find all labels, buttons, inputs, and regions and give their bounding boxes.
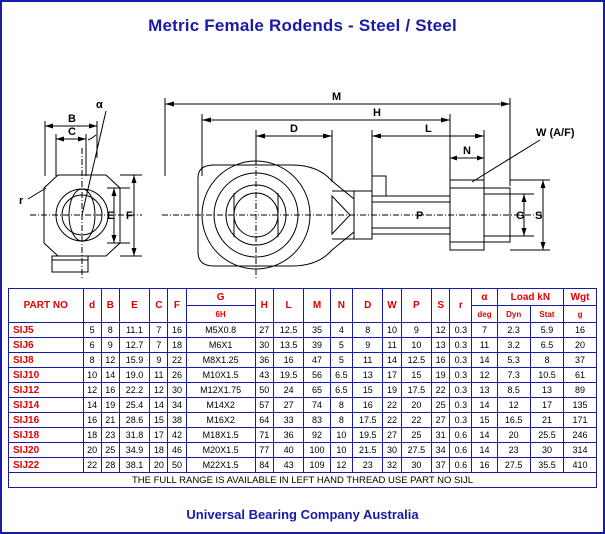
cell-F: 46 [168,443,186,458]
cell-N: 6.5 [330,383,352,398]
cell-part: SIJ14 [9,398,84,413]
cell-d: 8 [83,353,101,368]
cell-B: 12 [101,353,119,368]
cell-r: 0.6 [450,443,472,458]
cell-d: 22 [83,458,101,473]
cell-M: 83 [304,413,330,428]
cell-dyn: 12 [497,398,530,413]
table-body [9,323,597,488]
cell-P: 15 [401,368,432,383]
cell-E: 19.0 [119,368,150,383]
svg-text:r: r [19,195,24,207]
cell-W: 22 [383,398,401,413]
cell-M: 65 [304,383,330,398]
table-row [9,323,597,338]
table-row [9,398,597,413]
cell-E: 25.4 [119,398,150,413]
cell-d: 20 [83,443,101,458]
cell-N: 6.5 [330,368,352,383]
cell-W: 10 [383,323,401,338]
cell-wgt: 61 [564,368,597,383]
cell-G: M22X1.5 [186,458,255,473]
col-d: d [83,289,101,323]
cell-dyn: 3.2 [497,338,530,353]
cell-P: 20 [401,398,432,413]
cell-wgt: 410 [564,458,597,473]
svg-text:E: E [107,210,115,222]
cell-dyn: 16.5 [497,413,530,428]
cell-G: M16X2 [186,413,255,428]
cell-wgt: 89 [564,383,597,398]
svg-text:D: D [290,123,298,135]
col-L: L [273,289,304,323]
col-H: H [255,289,273,323]
cell-dyn: 27.5 [497,458,530,473]
cell-stat: 8 [530,353,563,368]
cell-d: 12 [83,383,101,398]
cell-G: M12X1.75 [186,383,255,398]
cell-H: 71 [255,428,273,443]
cell-W: 22 [383,413,401,428]
svg-text:F: F [126,210,133,222]
cell-H: 43 [255,368,273,383]
cell-M: 92 [304,428,330,443]
cell-D: 13 [352,368,383,383]
cell-stat: 21 [530,413,563,428]
cell-H: 30 [255,338,273,353]
cell-dyn: 8.5 [497,383,530,398]
cell-S: 34 [432,443,450,458]
cell-C: 12 [150,383,168,398]
cell-F: 38 [168,413,186,428]
cell-B: 19 [101,398,119,413]
cell-F: 42 [168,428,186,443]
cell-P: 25 [401,428,432,443]
cell-alpha: 11 [472,338,497,353]
cell-H: 64 [255,413,273,428]
svg-text:G: G [516,210,525,222]
col-alpha-sub: deg [472,306,497,323]
cell-H: 77 [255,443,273,458]
cell-G: M14X2 [186,398,255,413]
cell-dyn: 5.3 [497,353,530,368]
cell-L: 12.5 [273,323,304,338]
cell-G: M18X1.5 [186,428,255,443]
table-header [9,289,597,323]
spec-table [8,288,597,488]
cell-stat: 10.5 [530,368,563,383]
svg-text:C: C [68,126,76,138]
svg-text:M: M [332,91,342,103]
cell-dyn: 7.3 [497,368,530,383]
cell-G: M6X1 [186,338,255,353]
cell-S: 31 [432,428,450,443]
cell-P: 30 [401,458,432,473]
cell-H: 50 [255,383,273,398]
col-N: N [330,289,352,323]
cell-alpha: 14 [472,398,497,413]
cell-L: 13.5 [273,338,304,353]
cell-d: 18 [83,428,101,443]
cell-D: 15 [352,383,383,398]
cell-part: SIJ12 [9,383,84,398]
cell-P: 12.5 [401,353,432,368]
cell-d: 6 [83,338,101,353]
col-alpha: α [472,289,497,306]
specification-table [8,288,597,488]
cell-W: 27 [383,428,401,443]
cell-H: 27 [255,323,273,338]
cell-D: 9 [352,338,383,353]
col-G-sub: 6H [186,306,255,323]
col-M: M [304,289,330,323]
svg-text:P: P [416,210,424,222]
cell-C: 15 [150,413,168,428]
svg-text:L: L [425,123,432,135]
cell-E: 22.2 [119,383,150,398]
col-wgt: Wgt [564,289,597,306]
col-W: W [383,289,401,323]
cell-E: 34.9 [119,443,150,458]
table-row [9,458,597,473]
cell-S: 13 [432,338,450,353]
cell-G: M5X0.8 [186,323,255,338]
svg-text:B: B [68,113,76,125]
table-row [9,428,597,443]
cell-d: 16 [83,413,101,428]
cell-wgt: 314 [564,443,597,458]
cell-E: 11.1 [119,323,150,338]
cell-alpha: 15 [472,413,497,428]
cell-B: 14 [101,368,119,383]
cell-C: 9 [150,353,168,368]
cell-part: SIJ20 [9,443,84,458]
cell-F: 26 [168,368,186,383]
cell-alpha: 16 [472,458,497,473]
cell-P: 9 [401,323,432,338]
cell-G: M20X1.5 [186,443,255,458]
cell-M: 47 [304,353,330,368]
col-P: P [401,289,432,323]
cell-G: M10X1.5 [186,368,255,383]
cell-W: 14 [383,353,401,368]
table-row [9,353,597,368]
company-footer: Universal Bearing Company Australia [186,507,419,522]
cell-P: 10 [401,338,432,353]
cell-W: 19 [383,383,401,398]
cell-dyn: 23 [497,443,530,458]
cell-part: SIJ5 [9,323,84,338]
col-G: G [186,289,255,306]
svg-text:W (A/F): W (A/F) [536,127,575,139]
cell-M: 100 [304,443,330,458]
col-part-no: PART NO [9,289,84,323]
cell-D: 8 [352,323,383,338]
cell-B: 23 [101,428,119,443]
cell-alpha: 7 [472,323,497,338]
col-load-stat: Stat [530,306,563,323]
col-B: B [101,289,119,323]
cell-wgt: 246 [564,428,597,443]
cell-S: 37 [432,458,450,473]
cell-M: 74 [304,398,330,413]
cell-D: 21.5 [352,443,383,458]
cell-B: 9 [101,338,119,353]
cell-d: 5 [83,323,101,338]
cell-E: 28.6 [119,413,150,428]
cell-dyn: 20 [497,428,530,443]
cell-C: 18 [150,443,168,458]
cell-wgt: 135 [564,398,597,413]
cell-B: 25 [101,443,119,458]
left-hand-thread-note: THE FULL RANGE IS AVAILABLE IN LEFT HAND THREAD USE PART NO SIJL [9,473,597,488]
cell-d: 10 [83,368,101,383]
header-row-1 [9,289,597,306]
cell-D: 11 [352,353,383,368]
cell-wgt: 16 [564,323,597,338]
cell-stat: 35.5 [530,458,563,473]
cell-r: 0.3 [450,323,472,338]
cell-F: 30 [168,383,186,398]
svg-text:S: S [535,210,543,222]
table-row [9,383,597,398]
cell-wgt: 37 [564,353,597,368]
cell-D: 23 [352,458,383,473]
cell-r: 0.3 [450,413,472,428]
cell-L: 40 [273,443,304,458]
svg-text:α: α [96,99,103,111]
technical-drawing [2,36,603,281]
cell-alpha: 12 [472,368,497,383]
cell-alpha: 14 [472,353,497,368]
cell-D: 17.5 [352,413,383,428]
cell-C: 20 [150,458,168,473]
col-load: Load kN [497,289,564,306]
cell-B: 28 [101,458,119,473]
col-F: F [168,289,186,323]
cell-S: 27 [432,413,450,428]
cell-L: 27 [273,398,304,413]
cell-M: 56 [304,368,330,383]
cell-L: 24 [273,383,304,398]
cell-r: 0.3 [450,338,472,353]
cell-wgt: 20 [564,338,597,353]
col-D: D [352,289,383,323]
cell-S: 19 [432,368,450,383]
cell-L: 19.5 [273,368,304,383]
cell-W: 32 [383,458,401,473]
cell-L: 36 [273,428,304,443]
cell-r: 0.6 [450,428,472,443]
cell-stat: 17 [530,398,563,413]
table-row [9,443,597,458]
cell-B: 16 [101,383,119,398]
cell-N: 8 [330,398,352,413]
svg-text:N: N [463,145,471,157]
cell-M: 35 [304,323,330,338]
cell-S: 16 [432,353,450,368]
cell-part: SIJ8 [9,353,84,368]
cell-F: 18 [168,338,186,353]
cell-L: 33 [273,413,304,428]
svg-text:H: H [373,107,381,119]
cell-B: 21 [101,413,119,428]
col-C: C [150,289,168,323]
cell-W: 17 [383,368,401,383]
cell-N: 8 [330,413,352,428]
cell-part: SIJ6 [9,338,84,353]
cell-stat: 30 [530,443,563,458]
col-load-dyn: Dyn [497,306,530,323]
cell-N: 5 [330,338,352,353]
cell-C: 11 [150,368,168,383]
cell-F: 34 [168,398,186,413]
cell-part: SIJ16 [9,413,84,428]
cell-C: 7 [150,338,168,353]
cell-C: 7 [150,323,168,338]
cell-C: 17 [150,428,168,443]
cell-stat: 13 [530,383,563,398]
col-S: S [432,289,450,323]
cell-P: 22 [401,413,432,428]
page-title: Metric Female Rodends - Steel / Steel [148,16,457,35]
cell-part: SIJ18 [9,428,84,443]
cell-dyn: 2.3 [497,323,530,338]
table-note-row [9,473,597,488]
cell-r: 0.3 [450,368,472,383]
cell-r: 0.6 [450,458,472,473]
col-r: r [450,289,472,323]
cell-P: 17.5 [401,383,432,398]
cell-L: 16 [273,353,304,368]
cell-F: 16 [168,323,186,338]
cell-W: 11 [383,338,401,353]
cell-E: 31.8 [119,428,150,443]
cell-M: 39 [304,338,330,353]
table-row [9,338,597,353]
cell-d: 14 [83,398,101,413]
cell-H: 36 [255,353,273,368]
cell-N: 12 [330,458,352,473]
cell-H: 57 [255,398,273,413]
cell-L: 43 [273,458,304,473]
col-wgt-sub: g [564,306,597,323]
cell-alpha: 13 [472,383,497,398]
cell-E: 15.9 [119,353,150,368]
cell-r: 0.3 [450,398,472,413]
cell-r: 0.3 [450,353,472,368]
cell-H: 84 [255,458,273,473]
cell-N: 5 [330,353,352,368]
cell-N: 10 [330,443,352,458]
cell-S: 25 [432,398,450,413]
cell-G: M8X1.25 [186,353,255,368]
cell-part: SIJ10 [9,368,84,383]
cell-F: 22 [168,353,186,368]
cell-M: 109 [304,458,330,473]
cell-E: 38.1 [119,458,150,473]
cell-B: 8 [101,323,119,338]
col-E: E [119,289,150,323]
cell-E: 12.7 [119,338,150,353]
cell-S: 12 [432,323,450,338]
cell-stat: 5.9 [530,323,563,338]
cell-part: SIJ22 [9,458,84,473]
cell-N: 4 [330,323,352,338]
cell-C: 14 [150,398,168,413]
cell-F: 50 [168,458,186,473]
cell-wgt: 171 [564,413,597,428]
cell-W: 30 [383,443,401,458]
cell-alpha: 14 [472,443,497,458]
cell-D: 19.5 [352,428,383,443]
table-row [9,413,597,428]
cell-S: 22 [432,383,450,398]
cell-P: 27.5 [401,443,432,458]
cell-N: 10 [330,428,352,443]
cell-D: 16 [352,398,383,413]
table-row [9,368,597,383]
cell-alpha: 14 [472,428,497,443]
cell-stat: 25.5 [530,428,563,443]
cell-stat: 6.5 [530,338,563,353]
cell-r: 0.3 [450,383,472,398]
